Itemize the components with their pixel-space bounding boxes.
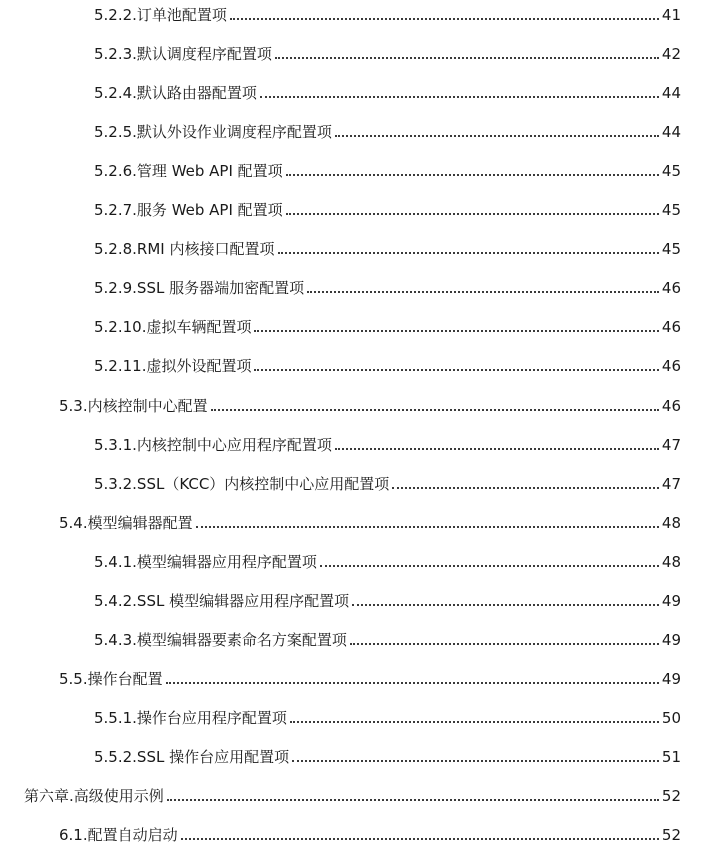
dot-leader (166, 682, 659, 684)
toc-entry-page-number: 46 (661, 318, 681, 337)
toc-entry[interactable] (94, 121, 681, 143)
toc-entry-page-number: 48 (661, 513, 681, 532)
toc-entry-title: 5.2.6.管理 Web API 配置项 (94, 162, 283, 181)
dot-leader (290, 721, 659, 723)
toc-entry-page-number: 52 (661, 826, 681, 845)
toc-entry[interactable] (94, 277, 681, 299)
toc-entry[interactable] (59, 512, 681, 534)
dot-leader (307, 291, 659, 293)
toc-entry-title: 5.2.5.默认外设作业调度程序配置项 (94, 123, 332, 142)
toc-entry-page-number: 49 (661, 591, 681, 610)
toc-entry-title: 5.4.2.SSL 模型编辑器应用程序配置项 (94, 591, 350, 610)
toc-entry-page-number: 47 (661, 474, 681, 493)
toc-entry[interactable] (94, 629, 681, 651)
dot-leader (392, 487, 659, 489)
toc-entry-title: 5.4.模型编辑器配置 (59, 513, 193, 532)
dot-leader (352, 604, 659, 606)
toc-entry-page-number: 44 (661, 84, 681, 103)
toc-entry-title: 5.2.10.虚拟车辆配置项 (94, 318, 252, 337)
toc-entry-page-number: 46 (661, 357, 681, 376)
toc-entry-title: 5.3.2.SSL（KCC）内核控制中心应用配置项 (94, 474, 390, 493)
toc-entry-title: 5.3.内核控制中心配置 (59, 396, 208, 415)
toc-entry-page-number: 46 (661, 396, 681, 415)
dot-leader (335, 135, 659, 137)
toc-entry-title: 6.1.配置自动启动 (59, 826, 178, 845)
dot-leader (286, 213, 659, 215)
toc-entry[interactable] (94, 551, 681, 573)
dot-leader (335, 448, 659, 450)
dot-leader (254, 369, 658, 371)
toc-entry[interactable] (59, 668, 681, 690)
toc-entry[interactable] (94, 238, 681, 260)
toc-entry[interactable] (59, 824, 681, 845)
toc-entry[interactable] (94, 199, 681, 221)
toc-entry-title: 5.4.1.模型编辑器应用程序配置项 (94, 552, 317, 571)
toc-entry-page-number: 42 (661, 45, 681, 64)
toc-entry[interactable] (24, 785, 681, 807)
toc-entry-page-number: 45 (661, 240, 681, 259)
dot-leader (230, 18, 659, 20)
toc-entry-page-number: 51 (661, 747, 681, 766)
toc-entry[interactable] (94, 43, 681, 65)
dot-leader (286, 174, 659, 176)
toc-entry-title: 5.2.3.默认调度程序配置项 (94, 45, 272, 64)
dot-leader (196, 526, 659, 528)
dot-leader (181, 838, 659, 840)
toc-entry-title: 第六章.高级使用示例 (24, 787, 164, 805)
toc-entry-page-number: 48 (661, 552, 681, 571)
toc-entry-title: 5.2.11.虚拟外设配置项 (94, 357, 252, 376)
toc-entry-page-number: 47 (661, 435, 681, 454)
toc-entry-title: 5.2.7.服务 Web API 配置项 (94, 201, 283, 220)
dot-leader (350, 643, 659, 645)
toc-entry-title: 5.3.1.内核控制中心应用程序配置项 (94, 435, 332, 454)
dot-leader (260, 96, 659, 98)
toc-entry-page-number: 45 (661, 201, 681, 220)
toc-entry[interactable] (94, 707, 681, 729)
toc-entry-title: 5.2.8.RMI 内核接口配置项 (94, 240, 275, 259)
dot-leader (167, 799, 659, 801)
toc-entry-page-number: 52 (661, 787, 681, 805)
dot-leader (320, 565, 659, 567)
toc-entry[interactable] (94, 590, 681, 612)
toc-entry[interactable] (94, 82, 681, 104)
toc-entry[interactable] (94, 746, 681, 768)
toc-entry-title: 5.2.4.默认路由器配置项 (94, 84, 257, 103)
toc-entry-page-number: 46 (661, 279, 681, 298)
dot-leader (254, 330, 658, 332)
dot-leader (211, 409, 659, 411)
toc-entry-page-number: 49 (661, 669, 681, 688)
toc-entry-title: 5.4.3.模型编辑器要素命名方案配置项 (94, 630, 347, 649)
toc-entry-page-number: 49 (661, 630, 681, 649)
dot-leader (278, 252, 659, 254)
toc-entry[interactable] (94, 355, 681, 377)
toc-entry-title: 5.5.操作台配置 (59, 669, 163, 688)
dot-leader (275, 57, 659, 59)
toc-entry-page-number: 45 (661, 162, 681, 181)
toc-entry-title: 5.5.2.SSL 操作台应用配置项 (94, 747, 290, 766)
toc-entry[interactable] (94, 316, 681, 338)
toc-entry-page-number: 50 (661, 708, 681, 727)
toc-entry-title: 5.5.1.操作台应用程序配置项 (94, 708, 287, 727)
toc-entry[interactable] (94, 434, 681, 456)
toc-entry-title: 5.2.9.SSL 服务器端加密配置项 (94, 279, 305, 298)
toc-entry-page-number: 44 (661, 123, 681, 142)
toc-entry[interactable] (59, 395, 681, 417)
toc-entry-title: 5.2.2.订单池配置项 (94, 6, 227, 24)
toc-entry-page-number: 41 (661, 6, 681, 24)
toc-entry[interactable] (94, 4, 681, 26)
toc-entry[interactable] (94, 160, 681, 182)
dot-leader (292, 760, 659, 762)
toc-entry[interactable] (94, 473, 681, 495)
